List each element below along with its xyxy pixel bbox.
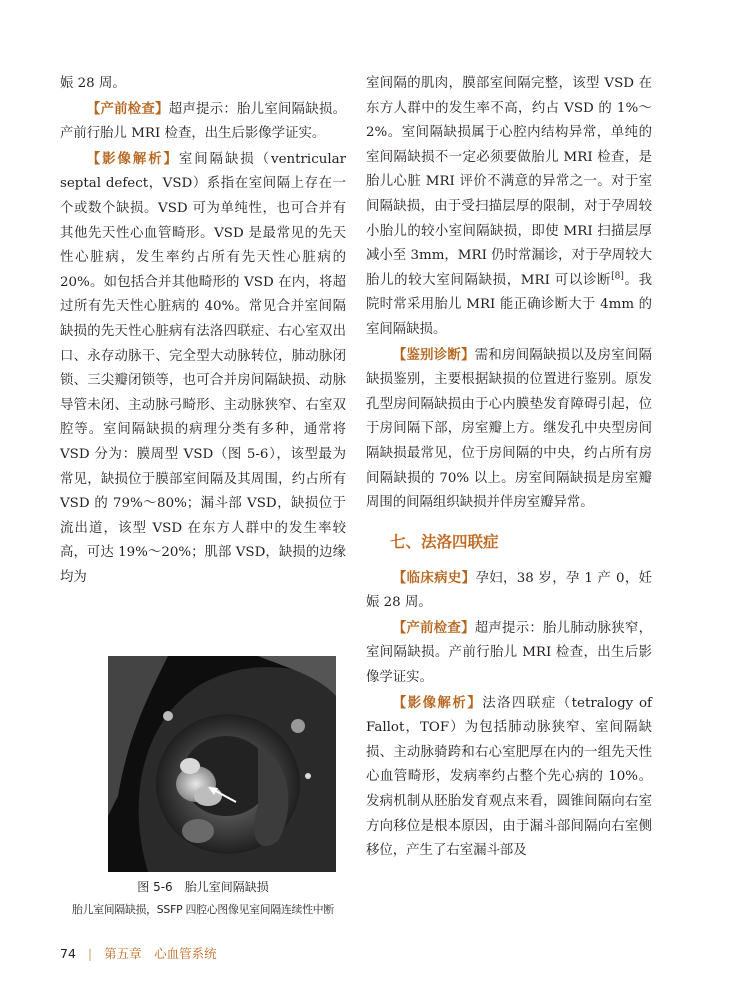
paragraph-text: 法洛四联症（tetralogy of Fallot，TOF）为包括肺动脉狭窄、室间隔缺损、主动脉骑跨和右心室肥厚在内的一组先天性心血管畸形，发病率约占整个先心病的 10%。发病机制从胚胎发育观点来看，圆锥间隔向右室方向移位是根本原因，由于漏斗部间隔向右室侧移位，产生了右室漏斗部及: [366, 695, 653, 859]
paragraph-text: 超声提示：胎儿室间隔缺损。产前行胎儿 MRI 检查，出生后影像学证实。: [60, 101, 346, 142]
paragraph-continuation: 娠 28 周。: [60, 76, 126, 91]
left-column: [60, 72, 346, 590]
paragraph-prenatal-exam: [60, 97, 346, 147]
section-heading: 七、法洛四联症: [390, 532, 499, 551]
paragraph-prenatal-exam: [366, 616, 652, 691]
figure-mri-image: [108, 656, 336, 872]
figure-caption-description: 胎儿室间隔缺损，SSFP 四腔心图像见室间隔连续性中断: [72, 903, 334, 916]
section-label: 【产前检查】: [392, 619, 475, 636]
section-label: 【临床病史】: [392, 569, 476, 586]
section-label: 【产前检查】: [86, 100, 169, 117]
paragraph-differential-diagnosis: [366, 343, 652, 516]
paragraph-text: 。我院时常采用胎儿 MRI 能正确诊断大于 4mm 的室间隔缺损。: [366, 272, 653, 337]
paragraph-imaging-analysis: [366, 691, 652, 864]
chapter-title: 第五章 心血管系统: [104, 946, 217, 961]
figure-caption-title: 图 5-6 胎儿室间隔缺损: [137, 880, 269, 894]
section-label: 【影像解析】: [392, 694, 483, 711]
paragraph-text: 需和房间隔缺损以及房室间隔缺损鉴别，主要根据缺损的位置进行鉴别。原发孔型房间隔缺损由于心内膜垫发育障碍引起，位于房间隔下部，房室瓣上方。继发孔中央型房间隔缺损最常见，位于房间隔的中央，约占所有房间隔缺损的 70% 以上。房室间隔缺损是房室瓣周围的间隔组织缺损并伴房室瓣异常。: [366, 347, 652, 511]
reference-marker: [8]: [611, 271, 624, 282]
section-label: 【影像解析】: [86, 150, 179, 167]
paragraph-imaging-analysis: [60, 147, 346, 591]
paragraph-text: 孕妇，38 岁，孕 1 产 0，妊娠 28 周。: [366, 570, 653, 611]
paragraph-continuation: [366, 72, 652, 343]
section-label: 【鉴别诊断】: [392, 346, 475, 363]
page-number: 74: [60, 946, 76, 961]
footer-separator: |: [87, 946, 93, 961]
mri-heart-image: [108, 656, 336, 872]
paragraph-clinical-history: [366, 566, 652, 616]
paragraph-text: 超声提示：胎儿肺动脉狭窄，室间隔缺损。产前行胎儿 MRI 检查，出生后影像学证实。: [366, 620, 652, 686]
paragraph-text: 室间隔的肌肉，膜部室间隔完整，该型 VSD 在东方人群中的发生率不高，约占 VSD 的 1%～2%。室间隔缺损属于心腔内结构异常，单纯的室间隔缺损不一定必须要做胎儿 MRI 检查，是胎儿心脏 MRI 评价不满意的异常之一。对于室间隔缺损，由于受扫描层厚的限制，对于孕周较小胎儿的较小室间隔缺损，即使 MRI 扫描层厚减小至 3mm，MRI 仍时常漏诊，对于孕周较大胎儿的较大室间隔缺损，MRI 可以诊断: [366, 76, 652, 288]
page-footer: [60, 944, 217, 962]
right-column: [366, 72, 652, 864]
paragraph-text: 室间隔缺损（ventricular septal defect，VSD）系指在室间隔上存在一个或数个缺损。VSD 可为单纯性，也可合并有其他先天性心血管畸形。VSD 是最常见的先天性心脏病，发生率约占所有先天性心脏病的 20%。如包括合并其他畸形的 VSD 在内，将超过所有先天性心脏病的 40%。常见合并室间隔缺损的先天性心脏病有法洛四联症、右心室双出口、永存动脉干、完全型大动脉转位，肺动脉闭锁、三尖瓣闭锁等，也可合并房间隔缺损、动脉导管未闭、主动脉弓畸形、主动脉狭窄、右室双腔等。室间隔缺损的病理分类有多种，通常将 VSD 分为：膜周型 VSD（图 5-6），该型最为常见，缺损位于膜部室间隔及其周围，约占所有 VSD 的 79%～80%；漏斗部 VSD，缺损位于流出道，该型 VSD 在东方人群中的发生率较高，可达 19%～20%；肌部 VSD，缺损的边缘均为: [60, 151, 346, 585]
